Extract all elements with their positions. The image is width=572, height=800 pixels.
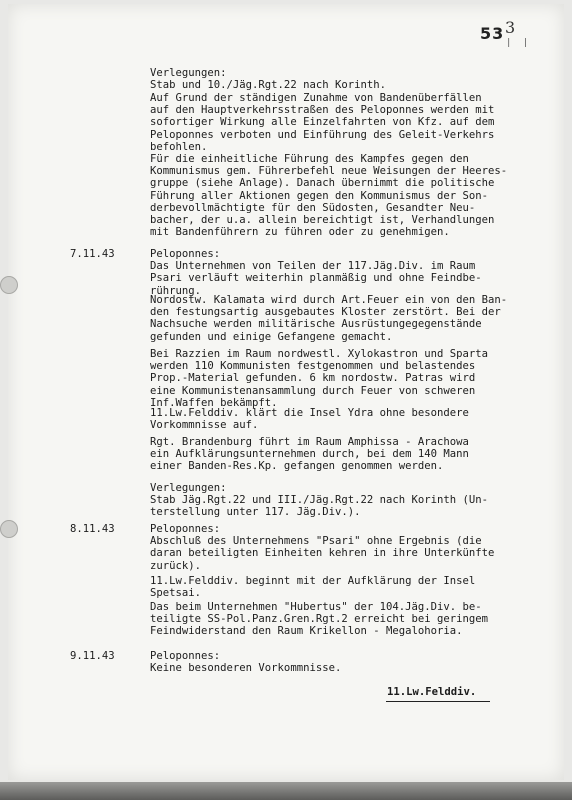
text-line: terstellung unter 117. Jäg.Div.). — [150, 506, 361, 519]
text-line: gefunden und einige Gefangene gemacht. — [150, 330, 393, 343]
text-line: Bei Razzien im Raum nordwestl. Xylokastron und Sparta — [150, 348, 489, 360]
text-line: Stab und 10./Jäg.Rgt.22 nach Korinth. — [150, 79, 386, 92]
text-line: 11.Lw.Felddiv. beginnt mit der Aufklärung der Insel — [150, 575, 476, 587]
text-line: Kommunismus gem. Führerbefehl neue Weisungen der Heeres- — [150, 165, 508, 178]
text-line: ein Aufklärungsunternehmen durch, bei dem 140 Mann — [150, 448, 469, 461]
text-line: sofortiger Wirkung alle Einzelfahrten von Kfz. auf dem — [150, 116, 495, 129]
text-line: auf den Hauptverkehrsstraßen des Peloponnes werden mit — [150, 104, 495, 117]
text-line: Nordostw. Kalamata wird durch Art.Feuer ein von den Ban- — [150, 294, 508, 306]
entry-date: 7.11.43 — [70, 248, 115, 260]
text-line: Peloponnes verboten und Einführung des Geleit-Verkehrs — [150, 128, 495, 141]
text-line: bacher, der u.a. allein bereichtigt ist, Verhandlungen — [150, 214, 495, 226]
text-line: Führung aller Aktionen gegen den Kommunismus der Son- — [150, 189, 489, 202]
page-number-handwritten: 3 — [505, 18, 516, 37]
entry-date: 8.11.43 — [70, 523, 115, 535]
text-line: Inf.Waffen bekämpft. — [150, 396, 278, 409]
text-line: teiligte SS-Pol.Panz.Gren.Rgt.2 erreicht bei geringem — [150, 613, 489, 626]
text-line: rührung. — [150, 284, 202, 297]
text-line: Auf Grund der ständigen Zunahme von Bandenüberfällen — [150, 92, 482, 104]
text-line: Spetsai. — [150, 587, 202, 600]
text-line: daran beteiligten Einheiten kehren in ihre Unterkünfte — [150, 547, 495, 560]
text-line: Das Unternehmen von Teilen der 117.Jäg.Div. im Raum — [150, 260, 476, 273]
text-line: werden 110 Kommunisten festgenommen und belastendes — [150, 360, 476, 373]
punch-hole — [0, 520, 18, 538]
signature: 11.Lw.Felddiv. — [387, 686, 477, 698]
text-line: befohlen. — [150, 140, 208, 153]
text-line: Feindwiderstand den Raum Krikellon - Megalohoria. — [150, 625, 463, 638]
text-line: Abschluß des Unternehmens "Psari" ohne Ergebnis (die — [150, 535, 482, 548]
text-line: Rgt. Brandenburg führt im Raum Amphissa - Arachowa — [150, 436, 469, 448]
text-line: Psari verläuft weiterhin planmäßig und ohne Feindbe- — [150, 272, 482, 285]
text-line: mit Bandenführern zu führen oder zu genehmigen. — [150, 226, 450, 239]
text-line: Vorkommnisse auf. — [150, 419, 259, 432]
text-line: Prop.-Material gefunden. 6 km nordostw. Patras wird — [150, 372, 476, 385]
text-line: Peloponnes: — [150, 650, 221, 662]
text-line: Keine besonderen Vorkommnisse. — [150, 662, 342, 675]
text-line: Verlegungen: — [150, 67, 227, 79]
punch-hole — [0, 276, 18, 294]
text-line: eine Kommunistenansammlung durch Feuer von schweren — [150, 384, 476, 397]
text-line: Für die einheitliche Führung des Kampfes gegen den — [150, 153, 469, 165]
page-number: 53 — [480, 24, 505, 43]
signature-underline — [386, 701, 490, 702]
text-line: Verlegungen: — [150, 482, 227, 494]
text-line: Peloponnes: — [150, 248, 221, 260]
text-line: Peloponnes: — [150, 523, 221, 535]
text-line: derbevollmächtigte für den Südosten, Gesandter Neu- — [150, 201, 476, 214]
text-line: Nachsuche werden militärische Ausrüstungegegenstände — [150, 318, 482, 331]
scan-edge — [0, 782, 572, 800]
text-line: Stab Jäg.Rgt.22 und III./Jäg.Rgt.22 nach Korinth (Un- — [150, 494, 489, 507]
text-line: Das beim Unternehmen "Hubertus" der 104.Jäg.Div. be- — [150, 601, 482, 613]
text-line: gruppe (siehe Anlage). Danach übernimmt die politische — [150, 177, 495, 190]
page-number-marks: | | — [506, 38, 532, 48]
entry-date: 9.11.43 — [70, 650, 115, 662]
text-line: einer Banden-Res.Kp. gefangen genommen werden. — [150, 460, 444, 473]
text-line: zurück). — [150, 559, 202, 572]
text-line: den festungsartig ausgebautes Kloster zerstört. Bei der — [150, 306, 501, 319]
text-line: 11.Lw.Felddiv. klärt die Insel Ydra ohne besondere — [150, 407, 469, 419]
